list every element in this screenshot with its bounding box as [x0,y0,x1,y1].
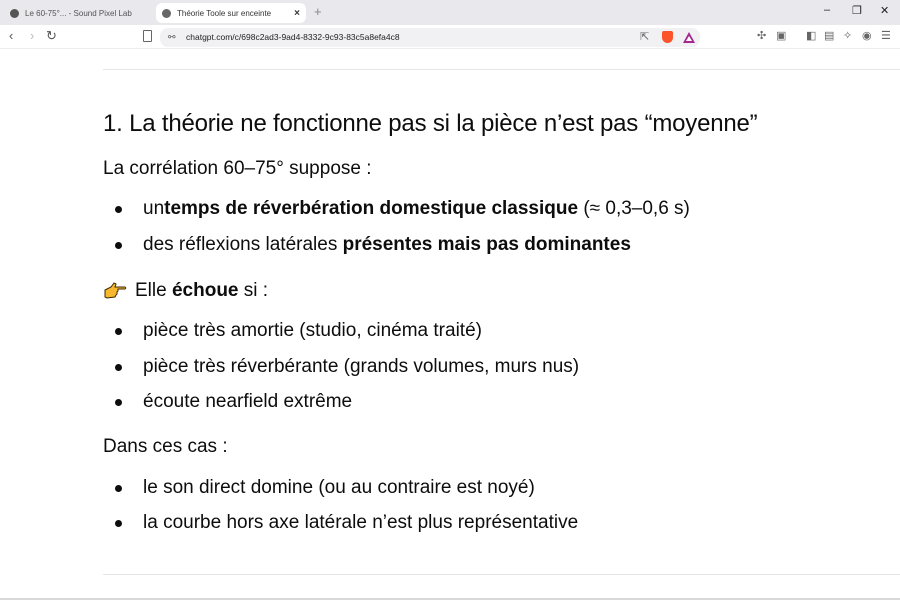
bullet [115,242,122,249]
tab-sound-pixel-lab[interactable] [6,3,146,23]
pointing-hand-icon [103,282,127,300]
bullet [115,364,122,371]
list-item: écoute nearfield extrême [115,391,352,413]
bullet [115,206,122,213]
close-tab-icon[interactable]: × [294,7,300,19]
list-item: la courbe hors axe latérale n’est plus représentative [115,512,578,534]
tab-strip [0,0,900,25]
vpn-icon[interactable]: ◉ [862,30,872,42]
section-heading: 1. La théorie ne fonctionne pas si la pièce n’est pas “moyenne” [103,110,758,137]
list-item: pièce très amortie (studio, cinéma traité) [115,320,482,342]
new-tab-button[interactable]: + [314,4,322,19]
list-item: pièce très réverbérante (grands volumes, murs nus) [115,356,579,378]
restore-button[interactable]: ❐ [852,5,862,17]
divider [103,69,900,70]
tab-theorie-toole[interactable] [156,3,306,23]
menu-icon[interactable]: ☰ [881,30,891,42]
tab-title: Théorie Toole sur enceinte [177,8,272,18]
cases-intro: Dans ces cas : [103,436,228,457]
tab-title: Le 60-75°... - Sound Pixel Lab [25,8,132,18]
list-item: des réflexions latérales présentes mais pas dominantes [115,234,631,256]
bullet [115,399,122,406]
intro-text: La corrélation 60–75° suppose : [103,158,372,179]
brave-shields-icon[interactable] [662,31,673,43]
bullet [115,520,122,527]
list-item: le son direct domine (ou au contraire est noyé) [115,477,535,499]
list-item: un temps de réverbération domestique classique (≈ 0,3–0,6 s) [115,198,690,220]
divider [103,574,900,575]
sidebar-icon[interactable]: ◧ [806,30,817,42]
bullet [115,485,122,492]
minimize-button[interactable]: – [824,4,831,16]
bookmark-icon[interactable] [143,30,152,42]
address-bar[interactable] [160,28,700,47]
brave-rewards-icon[interactable] [683,32,695,43]
screenshot-icon[interactable]: ▣ [776,30,787,42]
globe-icon [10,9,19,18]
chatgpt-icon [162,9,171,18]
failure-intro: Elle échoue si : [103,280,268,302]
chat-content [0,50,900,600]
wallet-icon[interactable]: ▤ [824,30,835,42]
reload-button[interactable]: ↻ [46,28,57,43]
extensions-icon[interactable]: ✣ [757,30,767,42]
bullet [115,328,122,335]
back-button[interactable]: ‹ [9,28,14,43]
site-settings-icon[interactable]: ⚯ [168,32,176,42]
url-text[interactable]: chatgpt.com/c/698c2ad3-9ad4-8332-9c93-83c5a8efa4c8 [186,32,400,42]
close-window-button[interactable]: ✕ [880,5,890,17]
leo-ai-icon[interactable]: ✧ [843,30,853,42]
browser-toolbar [0,25,900,49]
share-icon[interactable]: ⇱ [640,31,650,43]
forward-button[interactable]: › [30,28,35,43]
